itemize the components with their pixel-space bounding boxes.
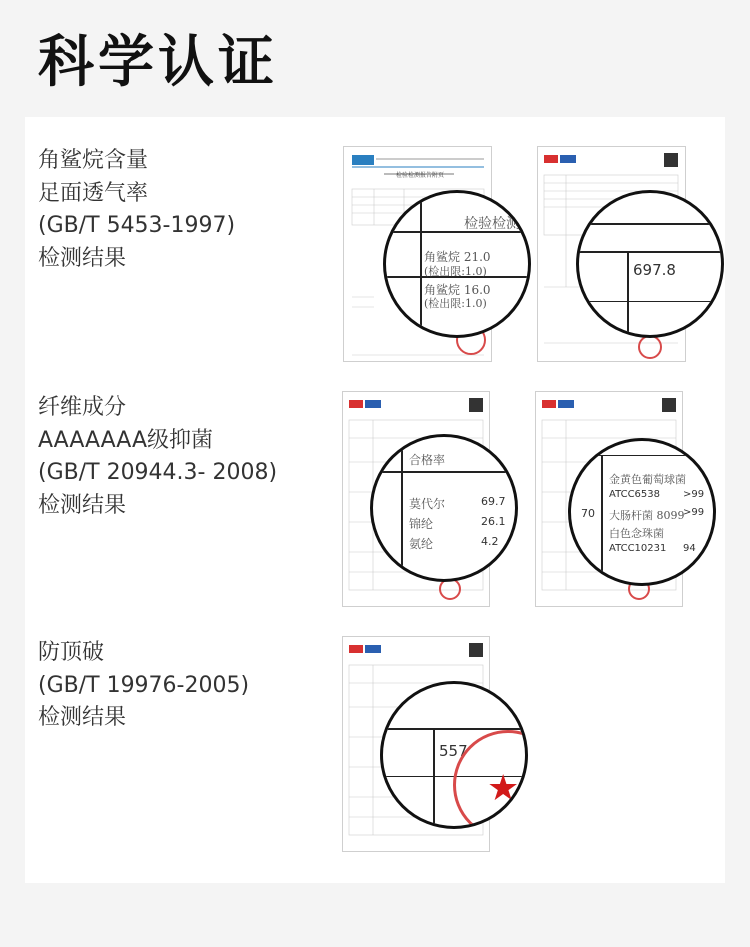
mag-label: 氨纶 (409, 537, 434, 551)
magnifier-burst (380, 681, 528, 829)
mag-label: 锦纶 (409, 517, 434, 531)
mag-value: 94 (683, 543, 696, 554)
mag-value: >99 (683, 507, 705, 518)
mag-label: 金黄色葡萄球菌 (609, 473, 686, 486)
mag-value: 70 (581, 507, 595, 520)
section-line: 足面透气率 (38, 180, 149, 206)
mag-value: 557 (439, 742, 468, 760)
mag-label: ATCC10231 (609, 543, 667, 554)
section-text-squalane (38, 145, 235, 275)
section-line: (GB/T 20944.3- 2008) (38, 460, 278, 485)
star-icon: ★ (487, 768, 520, 809)
mag-heading: 合格率 (409, 453, 446, 467)
mag-heading: 检验检测 (464, 216, 520, 232)
mag-label: ATCC6538 (609, 489, 661, 500)
section-text-burst (38, 637, 249, 735)
mag-value: 角鲨烷 21.0 (424, 250, 491, 264)
mag-value: >99 (683, 489, 705, 500)
section-line: 检测结果 (38, 705, 127, 730)
section-line: 纤维成分 (38, 395, 127, 420)
page-title: 科学认证 (38, 30, 278, 95)
section-line: 角鲨烷含量 (38, 148, 149, 173)
mag-value: 26.1 (481, 515, 506, 528)
mag-label: 白色念珠菌 (609, 527, 664, 540)
section-line: AAAAAAA级抑菌 (38, 427, 214, 453)
section-line: (GB/T 19976-2005) (38, 672, 250, 698)
section-line: 防顶破 (38, 640, 105, 665)
magnifier-antibacterial (568, 438, 716, 586)
section-text-fiber (38, 392, 277, 522)
magnifier-squalane (383, 190, 531, 338)
report-header: 检验检测报告附页 (396, 172, 445, 179)
section-line: (GB/T 5453-1997) (38, 213, 236, 238)
mag-value: 角鲨烷 16.0 (424, 283, 491, 297)
section-line: 检测结果 (38, 245, 127, 271)
section-line: 检测结果 (38, 492, 127, 518)
magnifier-fiber (370, 434, 518, 582)
mag-value: (检出限:1.0) (424, 265, 487, 278)
magnifier-breathability (576, 190, 724, 338)
mag-value: 4.2 (481, 535, 499, 548)
mag-value: 69.7 (481, 495, 506, 508)
mag-value: 697.8 (633, 261, 676, 279)
report-seal (638, 335, 662, 359)
mag-label: 莫代尔 (409, 497, 446, 511)
mag-label: 大肠杆菌 8099 (609, 509, 685, 522)
mag-value: (检出限:1.0) (424, 297, 487, 310)
